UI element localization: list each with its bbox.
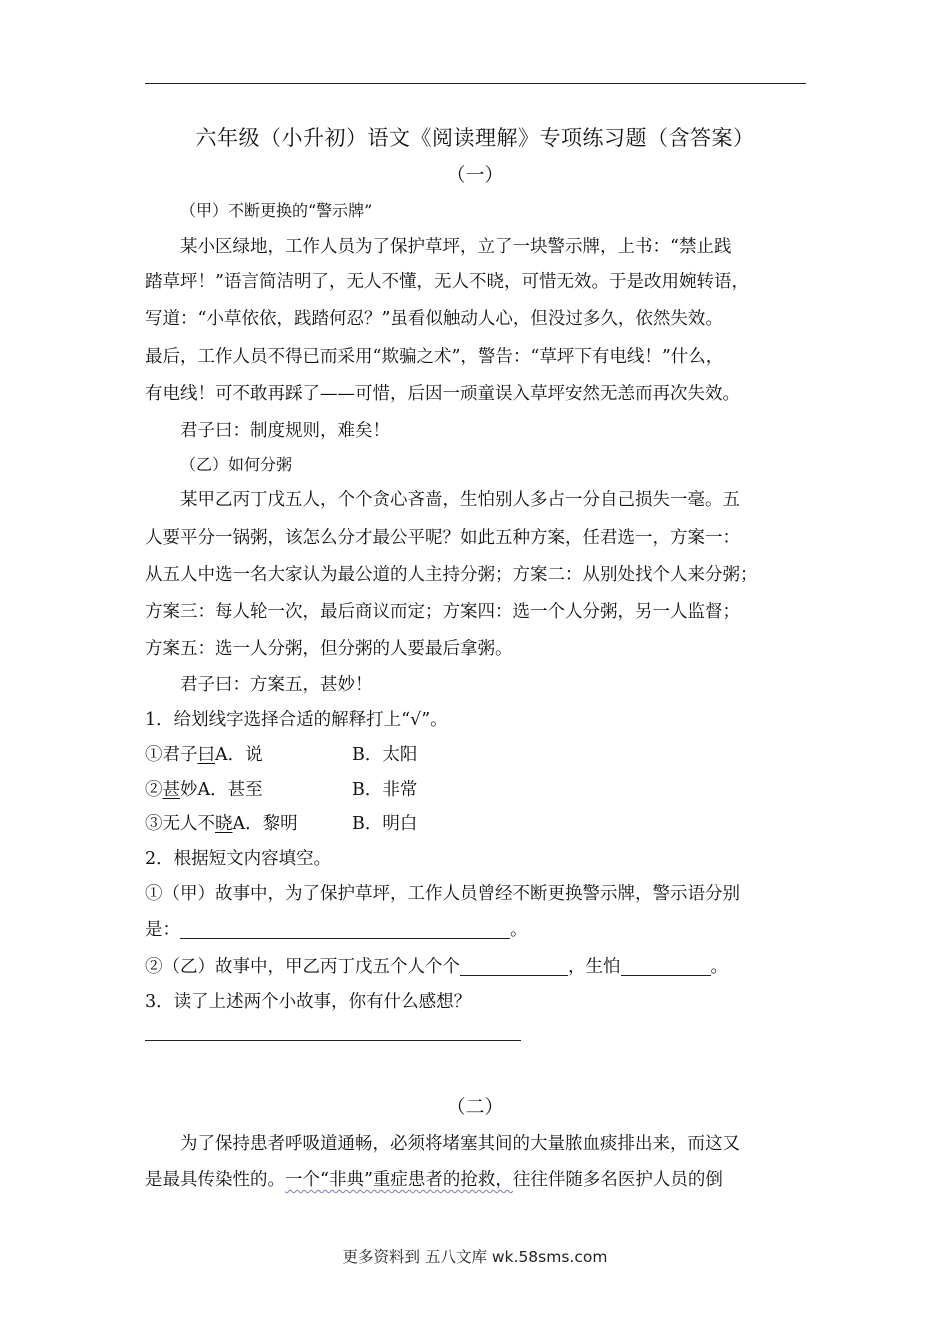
line-middle: ，生怕: [568, 957, 621, 977]
option-a[interactable]: A．黎明: [232, 814, 298, 834]
question-1-item: [145, 741, 263, 766]
passage-b-line: 方案五：选一人分粥，但分粥的人要最后拿粥。: [145, 639, 513, 659]
passage-b-line: 某甲乙丙丁戊五人，个个贪心吝啬，生怕别人多占一分自己损失一毫。五: [180, 490, 740, 510]
header-rule: [145, 83, 806, 84]
passage-2-line: 为了保持患者呼吸道通畅，必须将堵塞其间的大量脓血痰排出来，而这又: [180, 1134, 740, 1154]
passage-b-line: 方案三：每人轮一次，最后商议而定；方案四：选一个人分粥，另一人监督；: [145, 602, 740, 622]
section-two-heading: （二）: [446, 1096, 504, 1118]
item-number: ②: [145, 780, 163, 800]
option-a[interactable]: A．甚至: [197, 780, 263, 800]
passage-b-line: 从五人中选一名大家认为最公道的人主持分粥；方案二：从别处找个人来分粥；: [145, 565, 758, 585]
line-prefix: 是：: [145, 920, 180, 940]
option-a[interactable]: A．说: [215, 745, 263, 765]
question-3-answer-line[interactable]: [145, 1022, 521, 1042]
question-2-stem: 2．根据短文内容填空。: [145, 849, 332, 869]
line-suffix: 。: [510, 920, 528, 940]
line-text: 是最具传染性的。: [145, 1170, 285, 1190]
underlined-word: 曰: [197, 745, 215, 765]
passage-b-line: 人要平分一锅粥，该怎么分才最公平呢？如此五种方案，任君选一，方案一：: [145, 528, 740, 548]
wavy-underlined-text: 一个“非典”重症患者的抢救，: [285, 1170, 513, 1190]
question-2-line: [145, 953, 728, 978]
answer-blank[interactable]: [460, 957, 568, 976]
passage-a-remark: 君子曰：制度规则，难矣！: [180, 421, 390, 441]
passage-a-line: 踏草坪！”语言简洁明了，无人不懂，无人不晓，可惜无效。于是改用婉转语，: [145, 272, 749, 292]
passage-2-line: [145, 1166, 723, 1191]
line-suffix: 。: [710, 957, 728, 977]
passage-b-remark: 君子曰：方案五，甚妙！: [180, 675, 373, 695]
item-prefix: 无人不: [162, 814, 215, 834]
passage-a-heading: （甲）不断更换的“警示牌”: [180, 201, 373, 220]
item-number: ③: [145, 814, 163, 834]
line-text: 往往伴随多名医护人员的倒: [512, 1170, 723, 1190]
option-b[interactable]: B．明白: [352, 814, 418, 834]
answer-blank[interactable]: [145, 1022, 521, 1041]
question-3-stem: 3．读了上述两个小故事，你有什么感想？: [145, 992, 472, 1012]
answer-blank[interactable]: [180, 920, 510, 939]
passage-b-heading: （乙）如何分粥: [180, 455, 293, 474]
passage-a-line: 有电线！可不敢再踩了——可惜，后因一顽童误入草坪安然无恙而再次失效。: [145, 384, 740, 404]
option-b[interactable]: B．非常: [352, 780, 418, 800]
passage-a-line: 某小区绿地，工作人员为了保护草坪，立了一块警示牌，上书：“禁止践: [180, 237, 732, 257]
question-2-line: [145, 916, 528, 941]
item-prefix: 君子: [162, 745, 198, 765]
question-1-stem: 1．给划线字选择合适的解释打上“√”。: [145, 710, 448, 730]
option-b[interactable]: B．太阳: [352, 745, 418, 765]
footer-text: 更多资料到 五八文库 wk.58sms.com: [342, 1248, 608, 1266]
passage-a-line: 最后，工作人员不得已而采用“欺骗之术”，警告：“草坪下有电线！”什么，: [145, 347, 724, 367]
question-1-item: [145, 810, 298, 835]
section-one-heading: （一）: [446, 164, 504, 186]
underlined-word: 晓: [215, 814, 233, 834]
question-2-line: ①（甲）故事中，为了保护草坪，工作人员曾经不断更换警示牌，警示语分别: [145, 884, 740, 904]
line-prefix: ②（乙）故事中，甲乙丙丁戊五个人个个: [145, 957, 460, 977]
question-1-item: [145, 776, 263, 801]
item-suffix: 妙: [180, 780, 198, 800]
underlined-word: 甚: [162, 780, 180, 800]
passage-a-line: 写道：“小草依依，践踏何忍？”虽看似触动人心，但没过多久，依然失效。: [145, 309, 723, 329]
answer-blank[interactable]: [621, 957, 711, 976]
page-title: 六年级（小升初）语文《阅读理解》专项练习题（含答案）: [195, 126, 755, 150]
item-number: ①: [145, 745, 163, 765]
